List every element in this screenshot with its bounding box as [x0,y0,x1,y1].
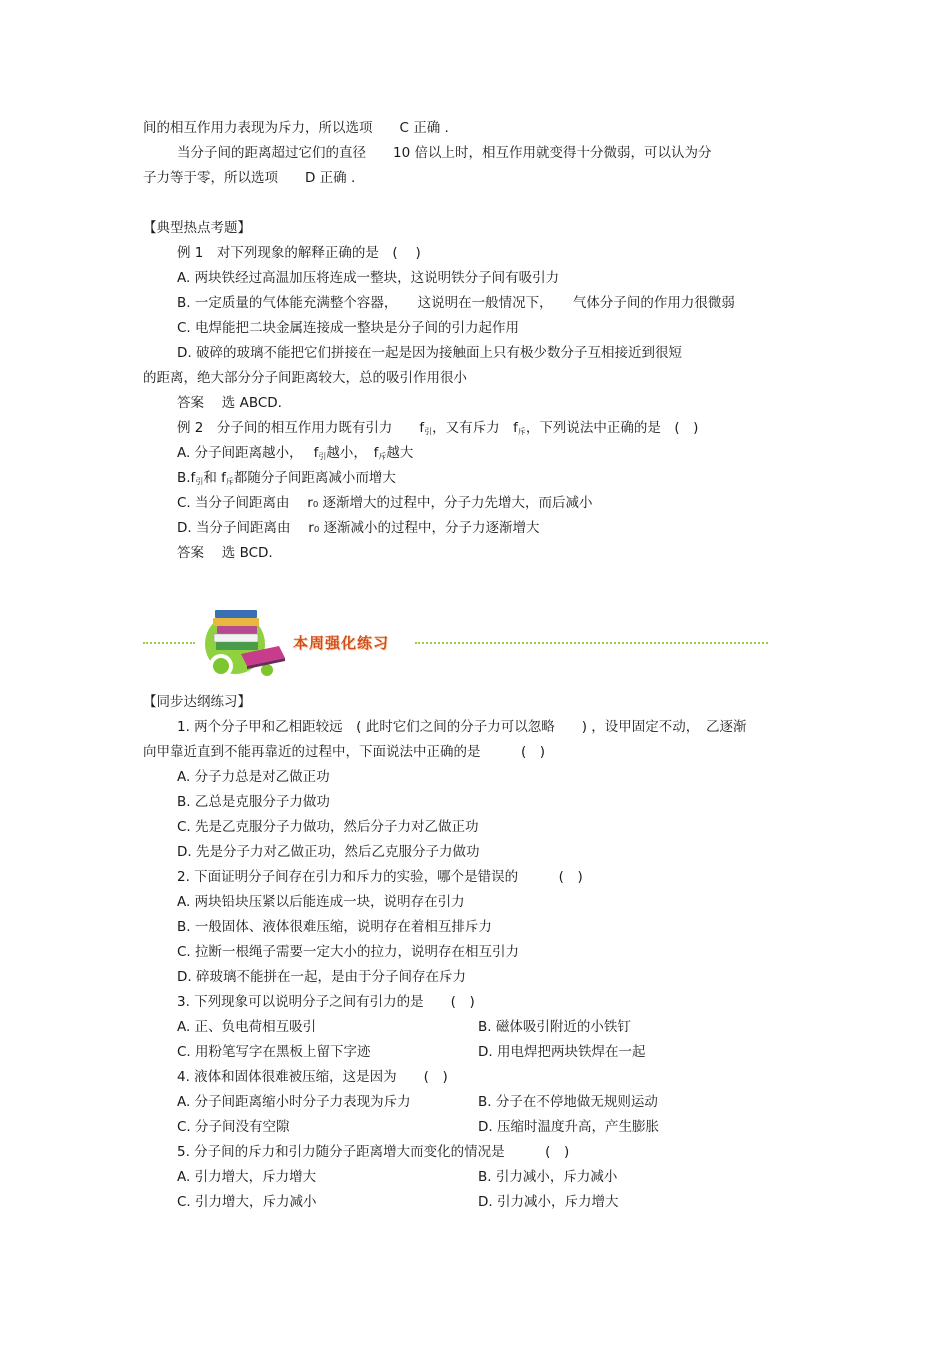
example-2-option-c: C. 当分子间距离由 r₀ 逐渐增大的过程中，分子力先增大，而后减小 [177,495,593,511]
example-2-stem-part-1: 例 2 分子间的相互作用力既有引力 f [177,420,425,436]
dotted-divider-left [143,642,195,644]
subscript-yin: 引 [318,452,327,461]
subscript-chi: 斥 [517,427,526,436]
example-2-stem-part-2: ，又有斥力 f [432,420,518,436]
example-2-option-b-part-3: 都随分子间距离减小而增大 [233,470,396,486]
subscript-yin: 引 [424,427,433,436]
question-3-option-c: C. 用粉笔写字在黑板上留下字迹 [177,1044,371,1060]
example-2-option-b-part-1: B.f [177,470,196,486]
question-1-option-d: D. 先是分子力对乙做正功，然后乙克服分子力做功 [177,844,480,860]
section-heading-practice: 【同步达纲练习】 [143,694,251,710]
example-2-stem [177,418,698,442]
section-heading-typical: 【典型热点考题】 [143,220,251,236]
subscript-yin: 引 [195,477,204,486]
question-4-stem: 4. 液体和固体很难被压缩，这是因为 ( ) [177,1069,448,1085]
question-3-stem: 3. 下列现象可以说明分子之间有引力的是 ( ) [177,994,475,1010]
question-1-stem-line-2: 向甲靠近直到不能再靠近的过程中，下面说法中正确的是 ( ) [143,744,546,760]
subscript-chi: 斥 [378,452,387,461]
example-2-stem-part-3: ，下列说法中正确的是 ( ) [525,420,699,436]
question-2-option-b: B. 一般固体、液体很难压缩，说明存在着相互排斥力 [177,919,492,935]
question-5-option-d: D. 引力减小，斥力增大 [478,1194,619,1210]
example-1-option-a: A. 两块铁经过高温加压将连成一整块，这说明铁分子间有吸引力 [177,270,560,286]
question-5-option-a: A. 引力增大，斥力增大 [177,1169,317,1185]
example-2-option-d: D. 当分子间距离由 r₀ 逐渐减小的过程中，分子力逐渐增大 [177,520,540,536]
example-1-answer: 答案 选 ABCD. [177,395,282,411]
dotted-divider-right [415,642,768,644]
question-4-option-a: A. 分子间距离缩小时分子力表现为斥力 [177,1094,411,1110]
banner-title: 本周强化练习 [293,634,390,652]
question-4-option-c: C. 分子间没有空隙 [177,1119,290,1135]
question-5-option-b: B. 引力减小，斥力减小 [478,1169,618,1185]
example-1-stem: 例 1 对下列现象的解释正确的是 ( ) [177,245,421,261]
intro-line-2: 当分子间的距离超过它们的直径 10 倍以上时，相互作用就变得十分微弱，可以认为分 [177,145,712,161]
question-3-option-d: D. 用电焊把两块铁焊在一起 [478,1044,646,1060]
question-1-stem-line-1: 1. 两个分子甲和乙相距较远 ( 此时它们之间的分子力可以忽略 ) ，设甲固定不动， 乙逐渐 [177,719,747,735]
question-2-option-c: C. 拉断一根绳子需要一定大小的拉力，说明存在相互引力 [177,944,520,960]
example-2-option-a-part-2: 越小， f [326,445,379,461]
intro-line-3: 子力等于零，所以选项 D 正确 . [143,170,356,186]
question-2-stem: 2. 下面证明分子间存在引力和斥力的实验，哪个是错误的 ( ) [177,869,583,885]
question-2-option-a: A. 两块铅块压紧以后能连成一块，说明存在引力 [177,894,465,910]
question-1-option-a: A. 分子力总是对乙做正功 [177,769,330,785]
example-2-option-b [177,468,396,492]
example-2-option-b-part-2: 和 f [203,470,226,486]
books-icon [201,596,291,682]
example-1-option-d-line-1: D. 破碎的玻璃不能把它们拼接在一起是因为接触面上只有极少数分子互相接近到很短 [177,345,682,361]
example-2-option-a-part-1: A. 分子间距离越小， f [177,445,319,461]
question-3-option-a: A. 正、负电荷相互吸引 [177,1019,317,1035]
question-1-option-c: C. 先是乙克服分子力做功，然后分子力对乙做正功 [177,819,479,835]
example-1-option-c: C. 电焊能把二块金属连接成一整块是分子间的引力起作用 [177,320,520,336]
subscript-chi: 斥 [225,477,234,486]
example-2-answer: 答案 选 BCD. [177,545,273,561]
question-5-option-c: C. 引力增大，斥力减小 [177,1194,317,1210]
question-5-stem: 5. 分子间的斥力和引力随分子距离增大而变化的情况是 ( ) [177,1144,570,1160]
question-1-option-b: B. 乙总是克服分子力做功 [177,794,330,810]
section-banner [143,596,768,686]
question-3-option-b: B. 磁体吸引附近的小铁钉 [478,1019,631,1035]
example-1-option-b: B. 一定质量的气体能充满整个容器， 这说明在一般情况下， 气体分子间的作用力很微弱 [177,295,735,311]
example-2-option-a [177,443,413,467]
question-4-option-d: D. 压缩时温度升高，产生膨胀 [478,1119,659,1135]
question-4-option-b: B. 分子在不停地做无规则运动 [478,1094,658,1110]
example-1-option-d-line-2: 的距离，绝大部分分子间距离较大，总的吸引作用很小 [143,370,467,386]
intro-line-1: 间的相互作用力表现为斥力，所以选项 C 正确 . [143,120,449,136]
example-2-option-a-part-3: 越大 [386,445,414,461]
question-2-option-d: D. 碎玻璃不能拼在一起，是由于分子间存在斥力 [177,969,466,985]
